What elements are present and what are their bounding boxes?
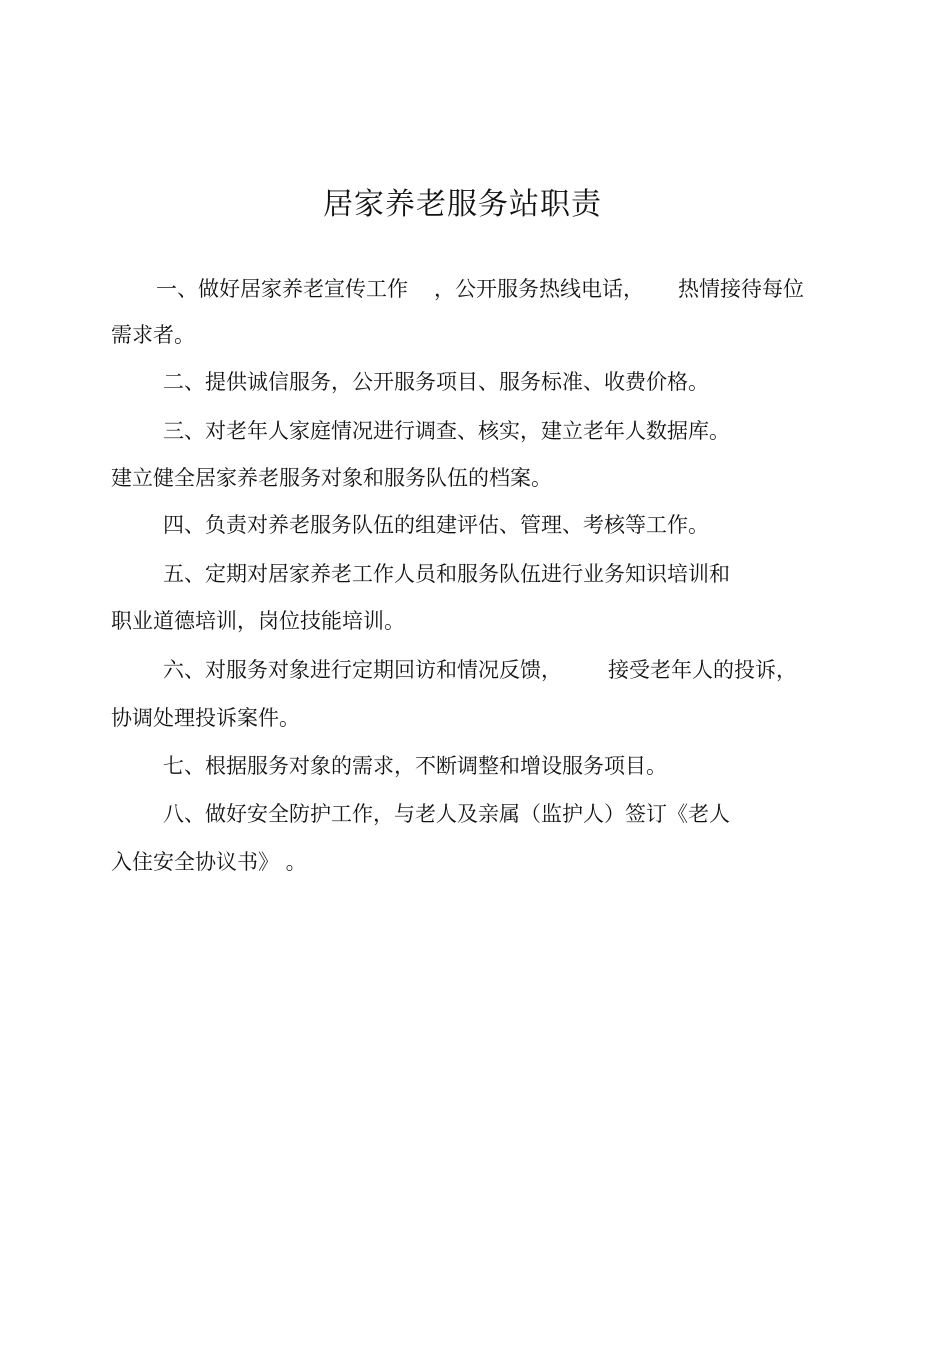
item-6-line-1 xyxy=(163,655,797,685)
item-6-text-a: 六、对服务对象进行定期回访和情况反馈， xyxy=(163,658,562,682)
item-6-text-b: 接受老年人的投诉， xyxy=(608,658,797,682)
item-8-line-1: 八、做好安全防护工作，与老人及亲属（监护人）签订《老人 xyxy=(163,802,730,826)
item-7-line-1: 七、根据服务对象的需求，不断调整和增设服务项目。 xyxy=(163,754,667,778)
item-5-line-1: 五、定期对居家养老工作人员和服务队伍进行业务知识培训和 xyxy=(163,562,730,586)
document-title: 居家养老服务站职责 xyxy=(323,187,602,222)
item-2-line-1: 二、提供诚信服务，公开服务项目、服务标准、收费价格。 xyxy=(163,370,709,394)
item-3-line-1: 三、对老年人家庭情况进行调查、核实，建立老年人数据库。 xyxy=(163,419,730,443)
item-3-line-2: 建立健全居家养老服务对象和服务队伍的档案。 xyxy=(111,466,552,490)
item-1-text-a: 一、做好居家养老宣传工作 xyxy=(156,277,408,301)
item-4-line-1: 四、负责对养老服务队伍的组建评估、管理、考核等工作。 xyxy=(163,513,709,537)
item-5-line-2: 职业道德培训，岗位技能培训。 xyxy=(111,609,405,633)
item-1-text-b: ，公开服务热线电话， xyxy=(434,277,644,301)
item-1-line-2: 需求者。 xyxy=(111,323,195,347)
item-1-line-1 xyxy=(156,274,804,304)
item-8-line-2: 入住安全协议书》 。 xyxy=(111,850,307,874)
item-6-line-2: 协调处理投诉案件。 xyxy=(111,706,300,730)
item-1-text-c: 热情接待每位 xyxy=(678,277,804,301)
